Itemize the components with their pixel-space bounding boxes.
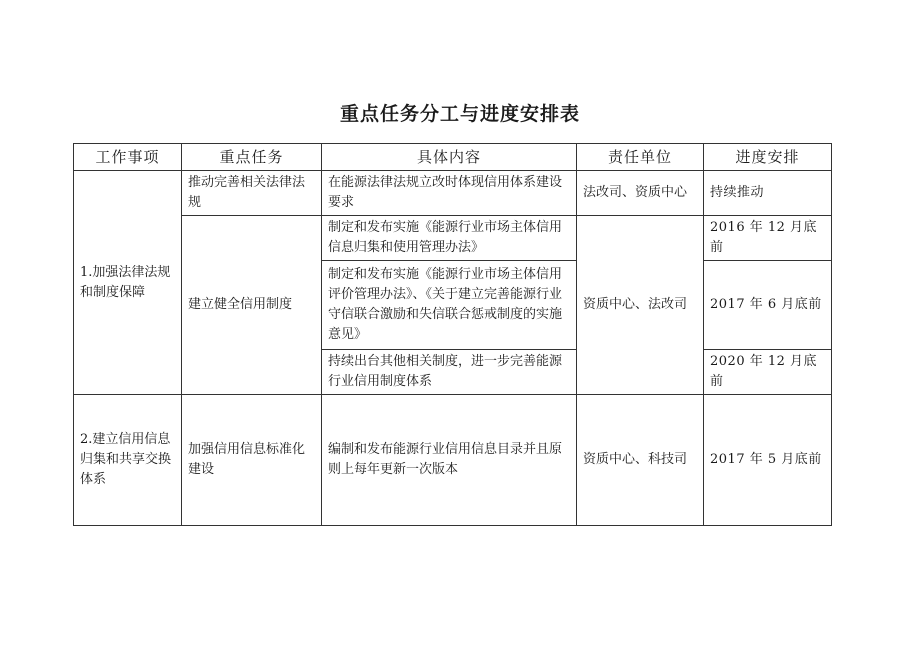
responsible-unit-cell: 资质中心、法改司 xyxy=(577,216,704,395)
progress-cell: 2017 年 6 月底前 xyxy=(704,261,832,350)
header-content: 具体内容 xyxy=(322,144,577,171)
table-row xyxy=(74,216,832,261)
key-task-cell: 推动完善相关法律法规 xyxy=(182,171,322,216)
content-cell: 持续出台其他相关制度，进一步完善能源行业信用制度体系 xyxy=(322,350,577,395)
responsible-unit-cell: 法改司、资质中心 xyxy=(577,171,704,216)
header-responsible-unit: 责任单位 xyxy=(577,144,704,171)
key-task-cell: 建立健全信用制度 xyxy=(182,216,322,395)
progress-cell: 2016 年 12 月底前 xyxy=(704,216,832,261)
header-work-item: 工作事项 xyxy=(74,144,182,171)
progress-cell: 持续推动 xyxy=(704,171,832,216)
content-cell: 编制和发布能源行业信用信息目录并且原则上每年更新一次版本 xyxy=(322,395,577,526)
content-cell: 制定和发布实施《能源行业市场主体信用评价管理办法》、《关于建立完善能源行业守信联合激励和失信联合惩戒制度的实施意见》 xyxy=(322,261,577,350)
content-cell: 制定和发布实施《能源行业市场主体信用信息归集和使用管理办法》 xyxy=(322,216,577,261)
responsible-unit-cell: 资质中心、科技司 xyxy=(577,395,704,526)
key-task-cell: 加强信用信息标准化建设 xyxy=(182,395,322,526)
header-progress: 进度安排 xyxy=(704,144,832,171)
table-row xyxy=(74,395,832,526)
page-title: 重点任务分工与进度安排表 xyxy=(339,103,580,125)
progress-cell: 2020 年 12 月底前 xyxy=(704,350,832,395)
work-item-cell: 2.建立信用信息归集和共享交换体系 xyxy=(74,395,182,526)
progress-cell: 2017 年 5 月底前 xyxy=(704,395,832,526)
task-schedule-table xyxy=(73,143,832,526)
header-key-task: 重点任务 xyxy=(182,144,322,171)
table-header-row xyxy=(74,144,832,171)
table-row xyxy=(74,171,832,216)
content-cell: 在能源法律法规立改时体现信用体系建设要求 xyxy=(322,171,577,216)
work-item-cell: 1.加强法律法规和制度保障 xyxy=(74,171,182,395)
